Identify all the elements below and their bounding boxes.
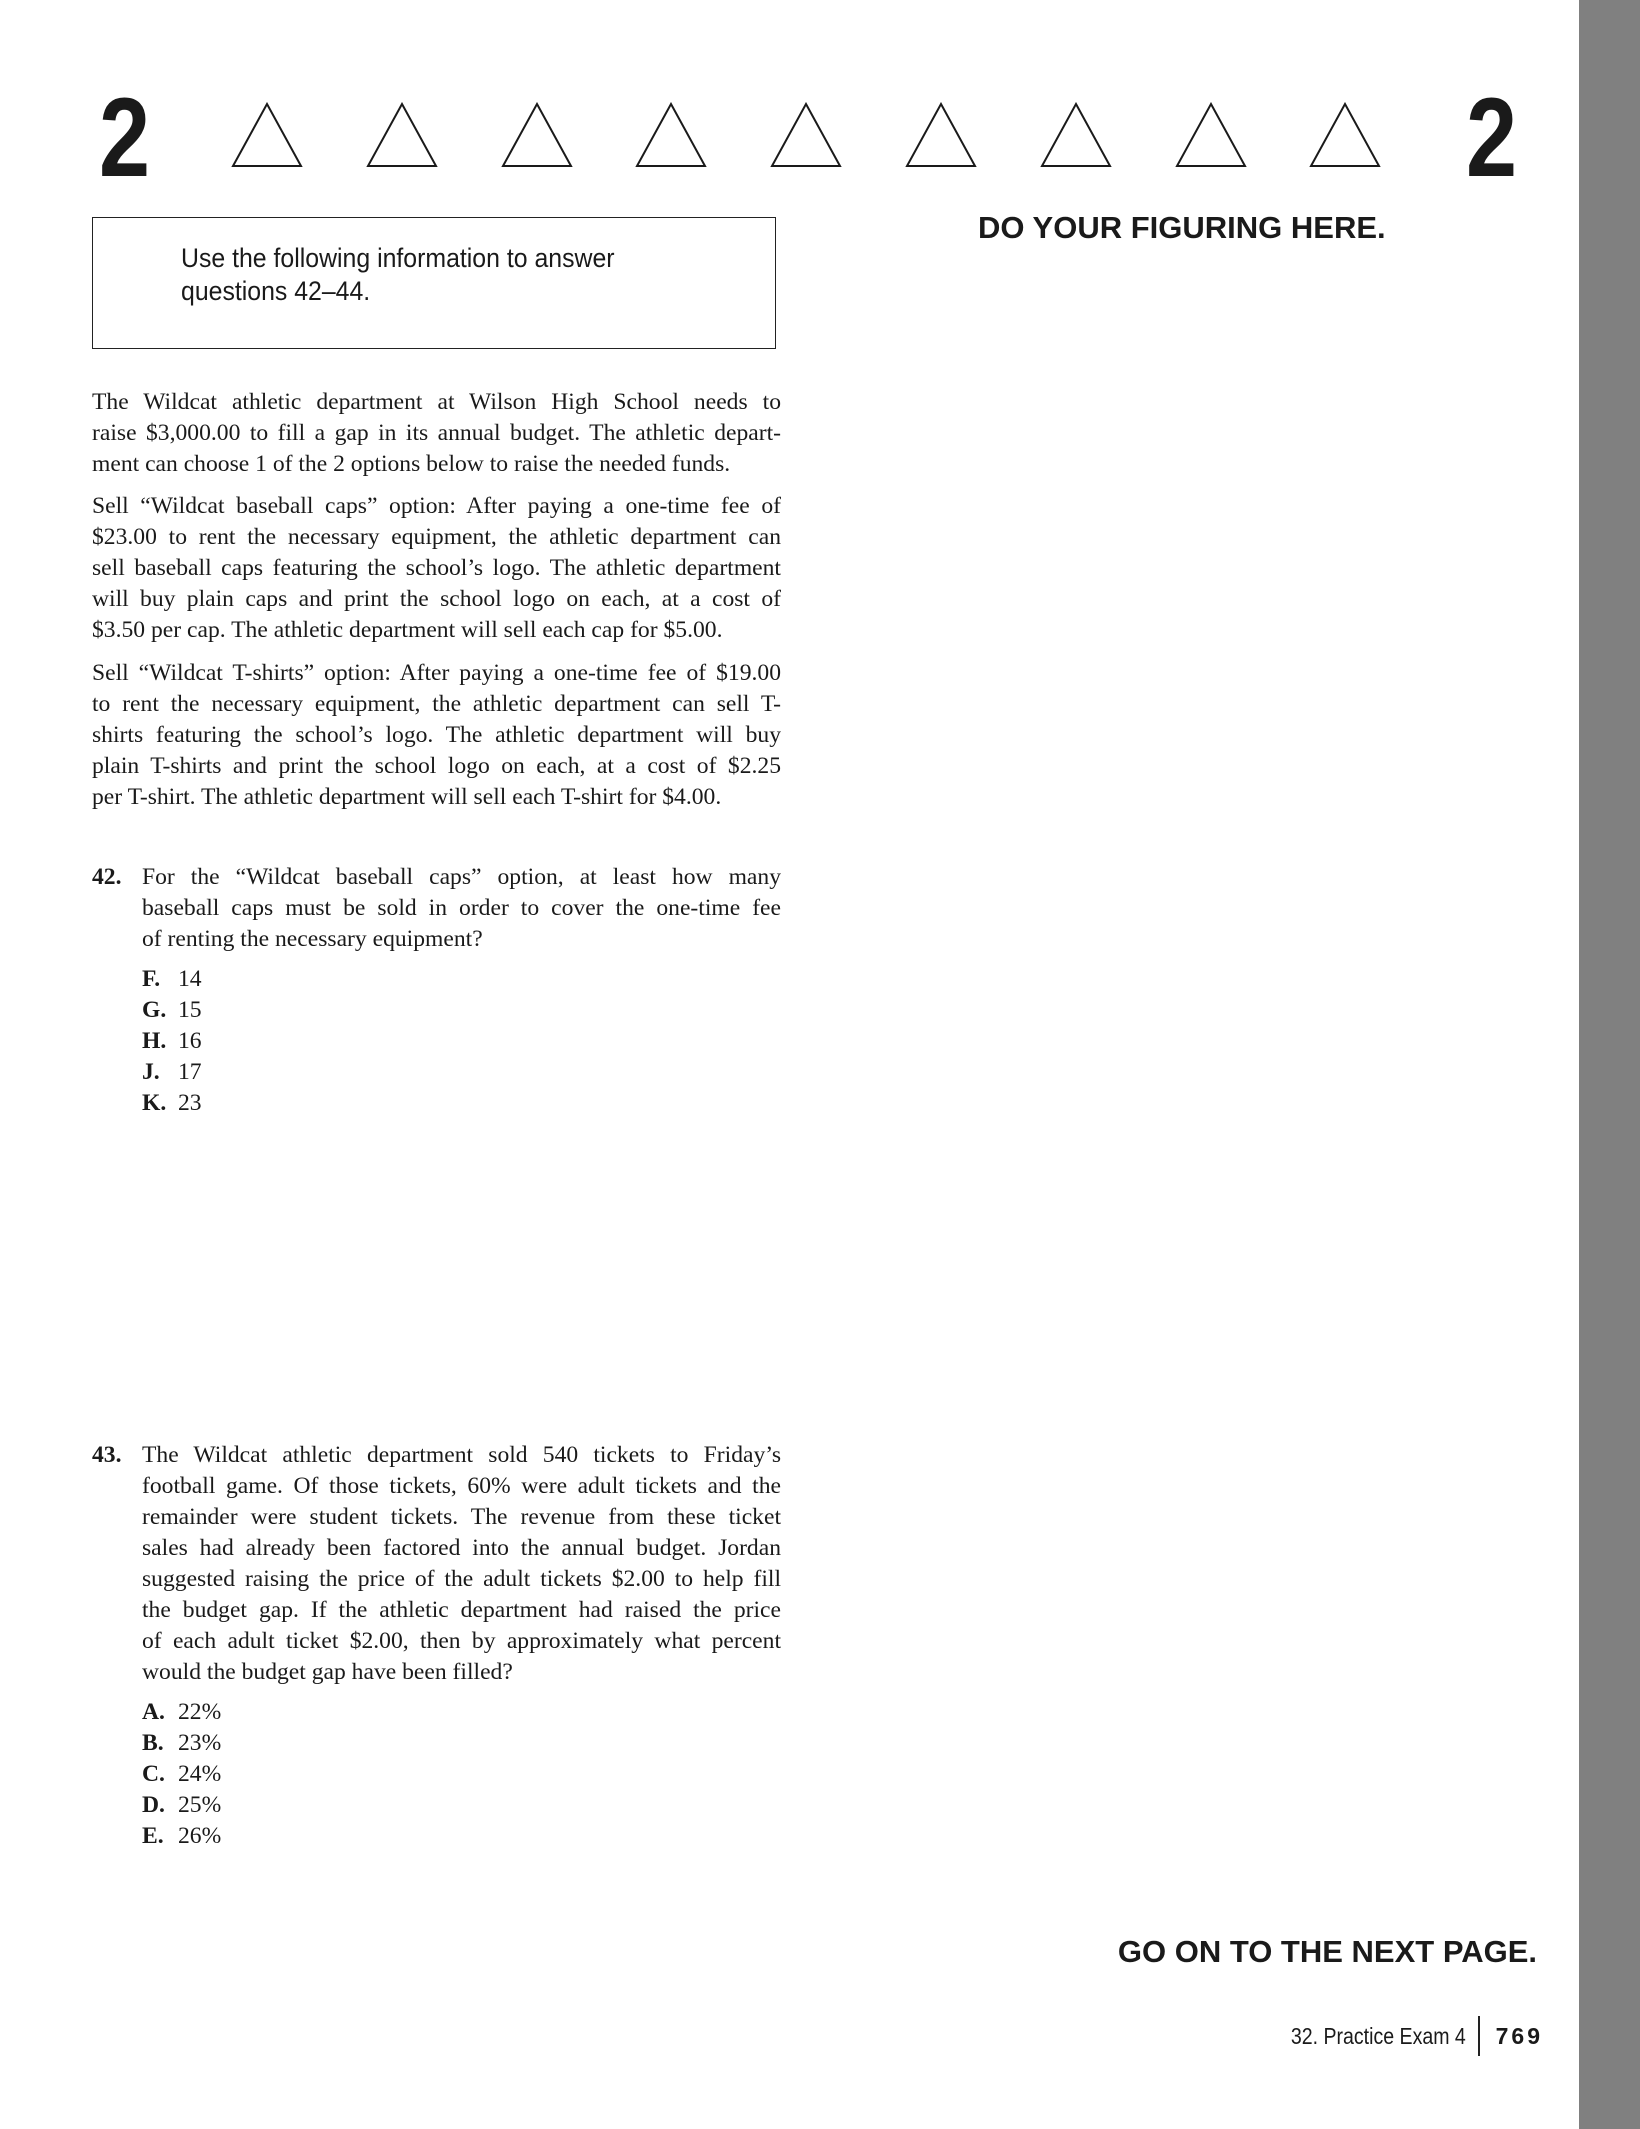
text-line: to rent the necessary equipment, the athletic department can sell T-	[92, 691, 781, 717]
figuring-label: DO YOUR FIGURING HERE.	[978, 210, 1386, 245]
question-text-line: football game. Of those tickets, 60% were adult tickets and the	[142, 1473, 781, 1499]
option-letter: J.	[142, 1059, 160, 1085]
text-line: $23.00 to rent the necessary equipment, the athletic department can	[92, 524, 781, 550]
triangle-icon	[770, 102, 842, 168]
triangle-icon	[905, 102, 977, 168]
triangle-icon	[1040, 102, 1112, 168]
text-line: plain T-shirts and print the school logo on each, at a cost of $2.25	[92, 753, 781, 779]
option-text: 26%	[178, 1823, 222, 1849]
question-text-line: baseball caps must be sold in order to cover the one-time fee	[142, 895, 781, 921]
info-box-text: Use the following information to answer questions 42–44.	[181, 243, 615, 306]
passage-paragraph	[92, 387, 781, 480]
option-text: 22%	[178, 1699, 222, 1725]
option-text: 14	[178, 966, 202, 992]
option-text: 17	[178, 1059, 202, 1085]
answer-option[interactable]	[142, 995, 781, 1026]
question-text-line: For the “Wildcat baseball caps” option, at least how many	[142, 864, 781, 890]
go-on-label: GO ON TO THE NEXT PAGE.	[1117, 1934, 1537, 1969]
question-text-line: suggested raising the price of the adult tickets $2.00 to help fill	[142, 1566, 781, 1592]
question-43	[92, 1440, 781, 1852]
question-text-line: The Wildcat athletic department sold 540 tickets to Friday’s	[142, 1442, 781, 1468]
question-text-line: the budget gap. If the athletic department had raised the price	[142, 1597, 781, 1623]
footer-divider	[1478, 2016, 1480, 2056]
chapter-title: 32. Practice Exam 4	[1290, 2022, 1466, 2049]
option-letter: C.	[142, 1761, 165, 1787]
answer-option[interactable]	[142, 1088, 781, 1119]
option-text: 25%	[178, 1792, 222, 1818]
text-line: raise $3,000.00 to fill a gap in its annual budget. The athletic depart-	[92, 420, 781, 446]
option-text: 23%	[178, 1730, 222, 1756]
option-text: 15	[178, 997, 202, 1023]
question-text-line: of each adult ticket $2.00, then by approximately what percent	[142, 1628, 781, 1654]
option-letter: B.	[142, 1730, 164, 1756]
text-line: ment can choose 1 of the 2 options below to raise the needed funds.	[92, 451, 731, 477]
text-line: per T-shirt. The athletic department will sell each T-shirt for $4.00.	[92, 784, 722, 810]
page-edge-tab	[1579, 0, 1640, 2129]
answer-option[interactable]	[142, 1790, 781, 1821]
option-letter: F.	[142, 966, 161, 992]
info-box	[92, 217, 776, 349]
answer-option[interactable]	[142, 1759, 781, 1790]
option-letter: D.	[142, 1792, 165, 1818]
triangle-icon	[501, 102, 573, 168]
option-letter: K.	[142, 1090, 167, 1116]
question-number: 42.	[92, 864, 122, 890]
page-number: 769	[1495, 2022, 1543, 2049]
option-letter: H.	[142, 1028, 167, 1054]
option-text: 16	[178, 1028, 202, 1054]
triangle-icon	[635, 102, 707, 168]
passage-paragraph	[92, 491, 781, 646]
section-number-left: 2	[99, 75, 151, 200]
text-line: will buy plain caps and print the school logo on each, at a cost of	[92, 586, 781, 612]
text-line: Sell “Wildcat baseball caps” option: After paying a one-time fee of	[92, 493, 781, 519]
question-text-line: remainder were student tickets. The revenue from these ticket	[142, 1504, 781, 1530]
option-text: 24%	[178, 1761, 222, 1787]
question-number: 43.	[92, 1442, 122, 1468]
text-line: $3.50 per cap. The athletic department will sell each cap for $5.00.	[92, 617, 723, 643]
answer-option[interactable]	[142, 1821, 781, 1852]
section-number-right: 2	[1466, 75, 1518, 200]
triangle-icon	[1309, 102, 1381, 168]
triangle-icon	[1175, 102, 1247, 168]
text-line: The Wildcat athletic department at Wilson High School needs to	[92, 389, 781, 415]
option-letter: A.	[142, 1699, 165, 1725]
triangle-icon	[366, 102, 438, 168]
option-letter: E.	[142, 1823, 164, 1849]
answer-option[interactable]	[142, 964, 781, 995]
question-text-line: would the budget gap have been filled?	[142, 1659, 513, 1685]
text-line: sell baseball caps featuring the school’s logo. The athletic department	[92, 555, 781, 581]
answer-option[interactable]	[142, 1026, 781, 1057]
page-footer	[1260, 2016, 1543, 2056]
text-line: shirts featuring the school’s logo. The athletic department will buy	[92, 722, 781, 748]
text-line: Sell “Wildcat T-shirts” option: After paying a one-time fee of $19.00	[92, 660, 781, 686]
answer-option[interactable]	[142, 1057, 781, 1088]
option-text: 23	[178, 1090, 202, 1116]
option-letter: G.	[142, 997, 167, 1023]
answer-option[interactable]	[142, 1728, 781, 1759]
triangle-icon	[231, 102, 303, 168]
question-text-line: of renting the necessary equipment?	[142, 926, 483, 952]
question-text-line: sales had already been factored into the annual budget. Jordan	[142, 1535, 781, 1561]
question-42	[92, 862, 781, 1119]
passage-paragraph	[92, 658, 781, 813]
answer-option[interactable]	[142, 1697, 781, 1728]
